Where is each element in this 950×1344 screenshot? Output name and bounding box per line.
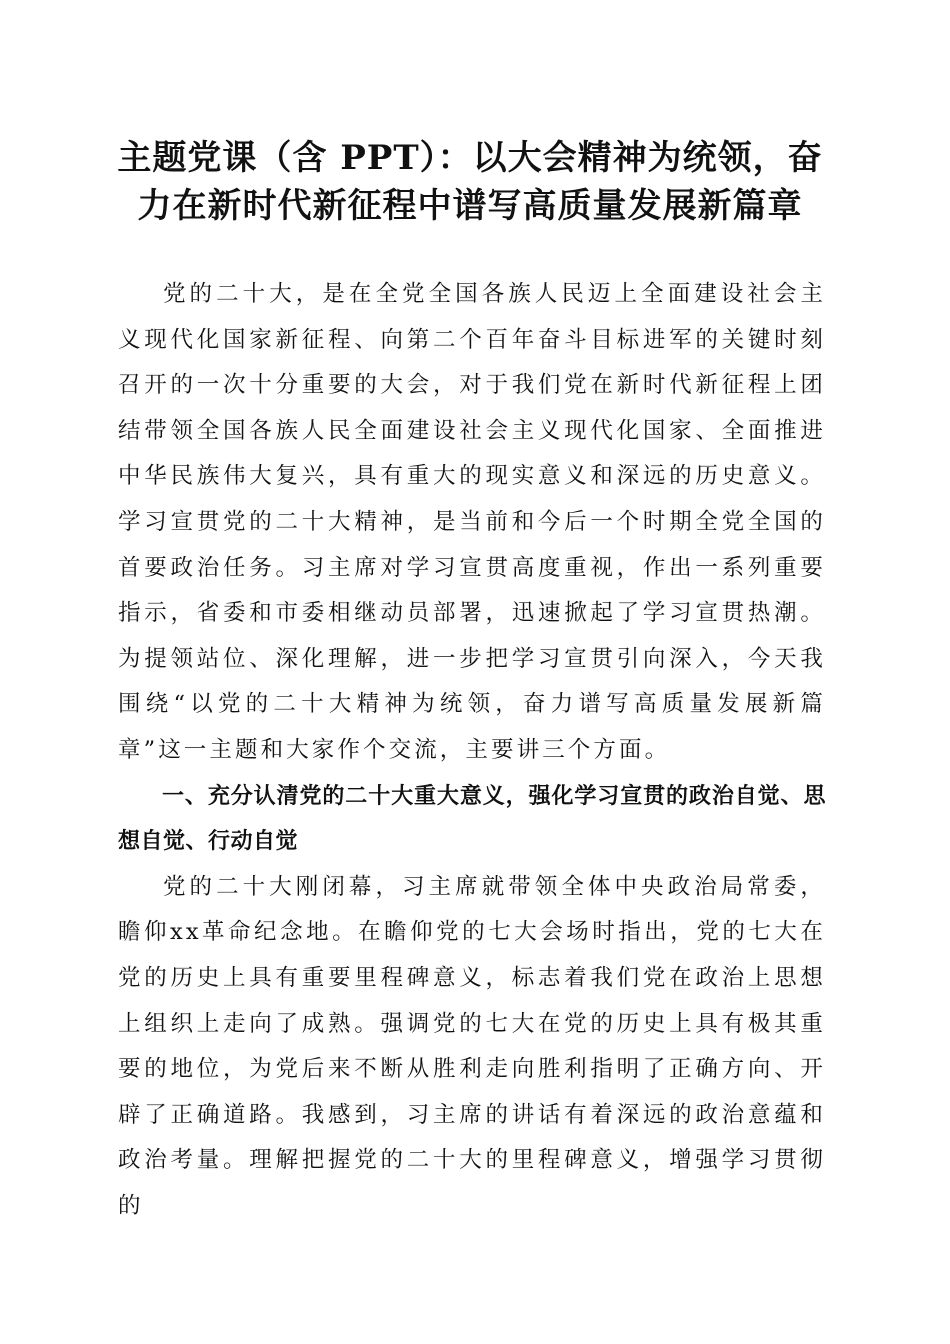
title-line-2: 力在新时代新征程中谱写高质量发展新篇章 bbox=[137, 186, 803, 226]
paragraph-intro: 党的二十大，是在全党全国各族人民迈上全面建设社会主义现代化国家新征程、向第二个百年奋斗目标进军的关键时刻召开的一次十分重要的大会，对于我们党在新时代新征程上团结带领全国各族人民全面建设社会主义现代化国家、全面推进中华民族伟大复兴，具有重大的现实意义和深远的历史意义。学习宣贯党的二十大精神，是当前和今后一个时期全党全国的首要政治任务。习主席对学习宣贯高度重视，作出一系列重要指示，省委和市委相继动员部署，迅速掀起了学习宣贯热潮。为提领站位、深化理解，进一步把学习宣贯引向深入，今天我围绕“以党的二十大精神为统领，奋力谱写高质量发展新篇章”这一主题和大家作个交流，主要讲三个方面。 bbox=[118, 281, 826, 763]
section-heading-1: 一、充分认清党的二十大重大意义，强化学习宣贯的政治自觉、思想自觉、行动自觉 bbox=[118, 783, 826, 855]
paragraph-section-1: 党的二十大刚闭幕，习主席就带领全体中央政治局常委，瞻仰xx革命纪念地。在瞻仰党的七大会场时指出，党的七大在党的历史上具有重要里程碑意义，标志着我们党在政治上思想上组织上走向了成熟。强调党的七大在党的历史上具有极其重要的地位，为党后来不断从胜利走向胜利指明了正确方向、开辟了正确道路。我感到，习主席的讲话有着深远的政治意蕴和政治考量。理解把握党的二十大的里程碑意义，增强学习贯彻的 bbox=[118, 873, 826, 1219]
title-line-1: 主题党课（含 PPT）：以大会精神为统领，奋 bbox=[117, 138, 823, 178]
document-body bbox=[118, 272, 826, 1229]
document-title bbox=[100, 134, 840, 230]
